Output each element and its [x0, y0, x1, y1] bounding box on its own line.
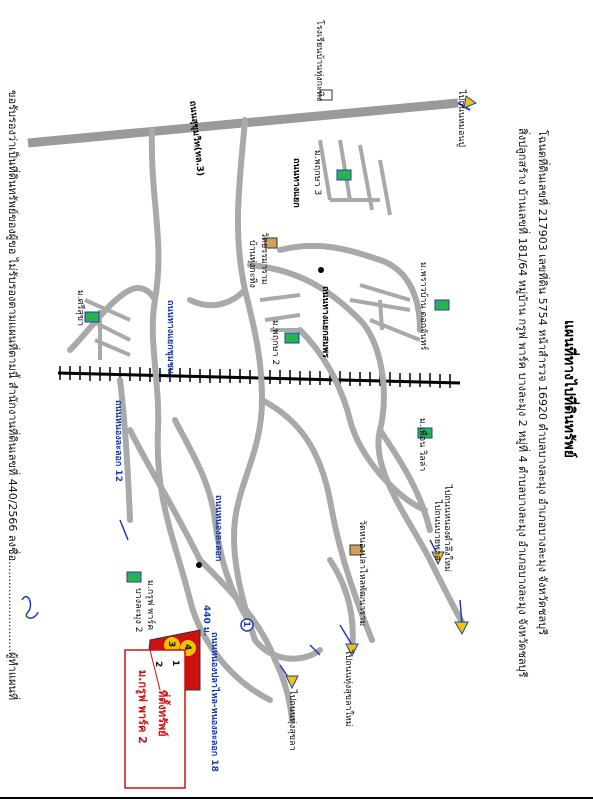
- building-info: สิ่งปลูกสร้าง บ้านเลขที่ 181/64 หมู่บ้าน กรูฟ พาร์ค บางละมุง 2 หมู่ที่ 4 ตำบลบางละมุง อำเภอบางละมุง จังหวัดชลบุรี: [516, 128, 529, 678]
- subject-project: ม.กรูฟ พาร์ค 2: [136, 670, 149, 744]
- road-label-sukhumvit: ถนนสุขุมวิท(ทล.3): [187, 100, 205, 177]
- place-village-2: ม.พฤกษา 2: [270, 320, 280, 366]
- map-title: แผนที่ทางไปที่ดินทรัพย์: [561, 320, 577, 458]
- dest-right-1: ไปถนนหนองตำลึงใหม่: [442, 485, 452, 572]
- road-label-d: ถนนหนองละลอก 12: [113, 400, 123, 483]
- road-label-a: ถนนทางแยก: [291, 158, 301, 208]
- dest-right-3: ไปถนนทุ่งสุขลาใหม่: [343, 650, 353, 727]
- place-temple-sub: บ้านทุ่งกะทิง: [247, 240, 257, 288]
- place-school: โรงเรียนบ้านทุ่งกะทิง: [314, 20, 324, 102]
- place-village-1: ม.พฤกษา 3: [312, 150, 322, 196]
- place-village-4: ม.เพื่อน วิลล่า: [417, 418, 427, 472]
- direction-arrow-icon: [455, 622, 468, 634]
- plot-number: 1: [170, 660, 180, 667]
- deed-info: โฉนดที่ดินเลขที่ 217903 เลขที่ดิน 5754 หน้าสำรวจ 16920 ตำบลบางละมุง อำเภอบางละมุง จังหวัดชลบุรี: [536, 130, 549, 636]
- dest-right-2: ไปถนนบายพาส: [432, 500, 442, 561]
- road-label-f: ถนนหนองปลาไหล-หนองละลอก 18: [209, 632, 219, 772]
- place-village-6: ม.กรูฟ พาร์ค: [145, 580, 155, 631]
- marker-number: 1: [241, 621, 251, 628]
- place-temple-2: วัดหนองปลาไหลพัฒนาราม: [357, 520, 367, 627]
- plot-number: 2: [153, 661, 163, 668]
- certification-footer: ขอรับรองว่าเป็นที่ดินทรัพย์ของผู้ขอ ไม่รับรองตามแผนที่ตามนี้ สำนักงานที่ดินเลขที่ 440/2566 ลงชื่อ..........................ผู้ทำแผนที่: [6, 90, 19, 701]
- plot-number: 3: [166, 641, 176, 648]
- dest-top-right: ไปถนนหมอนปู่: [456, 90, 466, 148]
- village-icons: [85, 90, 449, 582]
- subject-label: ที่ตั้งทรัพย์: [156, 690, 169, 737]
- road-label-e: ถนนหนองละลอก: [213, 495, 223, 562]
- dest-right-4: ไปถนนทุ่งสุขลา: [287, 690, 297, 751]
- place-village-6-sub: บางละมุง 2: [133, 588, 143, 633]
- distance-label: 440 ม.: [201, 605, 211, 637]
- place-village-3: ม.พราวบ้าน ดอกจันทร์: [418, 262, 428, 351]
- road-label-c: ถนนทางแยกชุมชน: [165, 300, 175, 374]
- junction-dot: [318, 267, 324, 273]
- signature-mark: [22, 597, 38, 618]
- road-label-b: ถนนทางแยกสมพร: [320, 286, 330, 358]
- plot-number: 4: [182, 644, 192, 651]
- place-temple: วัดธรรมาราม: [259, 232, 269, 285]
- place-village-5: ม.ศรีสุขา: [75, 290, 85, 327]
- junction-dot: [196, 562, 202, 568]
